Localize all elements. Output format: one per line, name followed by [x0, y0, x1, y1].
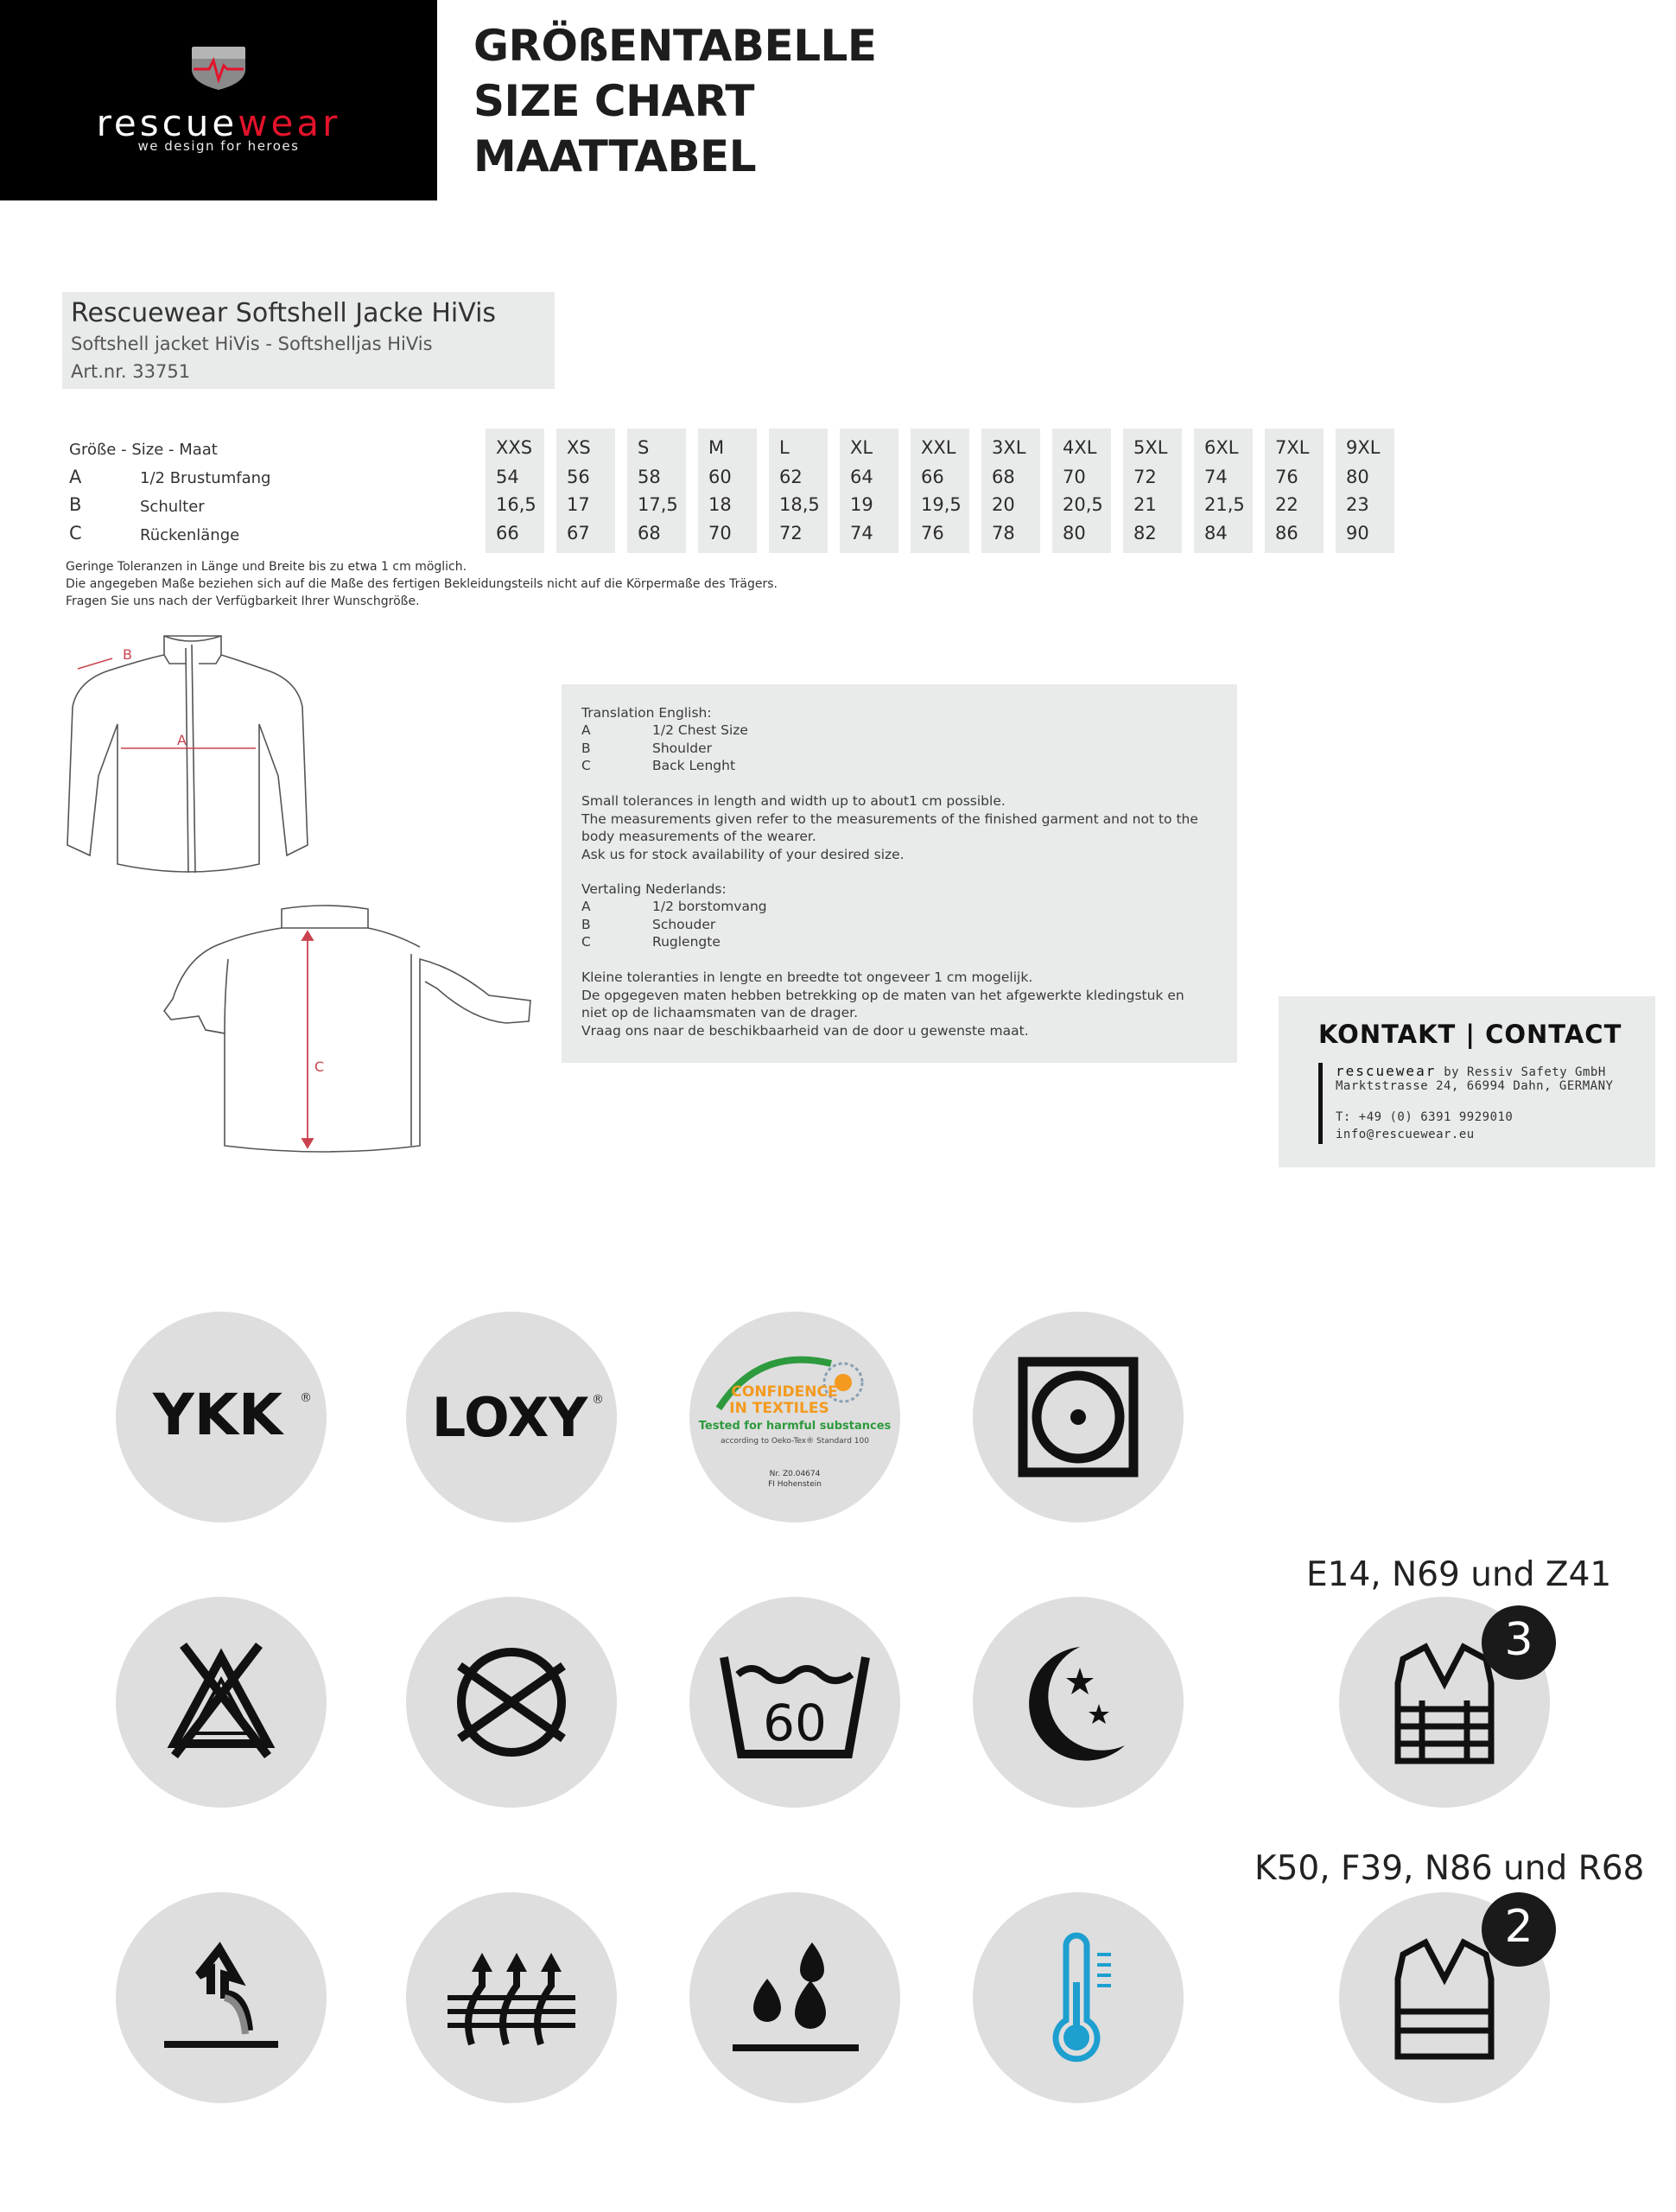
svg-text:60: 60 — [763, 1694, 827, 1752]
en-row-label: 1/2 Chest Size — [652, 722, 748, 738]
jacket-back-diagram — [161, 899, 534, 1158]
vest-class-badge-2-text: 2 — [1504, 1901, 1533, 1953]
en-title: Translation English: — [581, 705, 712, 721]
contact-accent-bar — [1318, 1063, 1323, 1144]
size-cell: 18,5 — [779, 494, 820, 515]
nl-title: Vertaling Nederlands: — [581, 881, 727, 897]
en-note: Ask us for stock availability of your desired size. — [581, 846, 905, 862]
logo-block — [0, 0, 437, 200]
en-note: Small tolerances in length and width up to about1 cm possible. — [581, 793, 1006, 809]
size-cell: 58 — [638, 467, 661, 487]
svg-text:®: ® — [592, 1393, 604, 1407]
size-cell: 21,5 — [1204, 494, 1245, 515]
size-cell: 62 — [779, 467, 803, 487]
svg-text:LOXY: LOXY — [431, 1386, 588, 1449]
note-de-3: Fragen Sie uns nach der Verfügbarkeit Ihrer Wunschgröße. — [66, 594, 420, 608]
size-header: 5XL — [1133, 437, 1168, 458]
contact-email: info@rescuewear.eu — [1336, 1128, 1475, 1141]
size-cell: 66 — [921, 467, 944, 487]
nl-note: Kleine toleranties in lengte en breedte tot ongeveer 1 cm mogelijk. — [581, 969, 1033, 985]
jacket-front-diagram — [60, 629, 311, 880]
diagram-label-b: B — [123, 646, 132, 663]
size-cell: 80 — [1063, 523, 1086, 543]
size-header: S — [638, 437, 650, 458]
note-de-1: Geringe Toleranzen in Länge und Breite bis zu etwa 1 cm möglich. — [66, 560, 467, 574]
size-header: M — [708, 437, 725, 458]
size-cell: 76 — [1275, 467, 1298, 487]
title-nl: MAATTABEL — [473, 131, 757, 181]
nl-row-key: C — [581, 934, 591, 950]
loxy-logo-icon — [406, 1312, 617, 1522]
diagram-label-c: C — [314, 1058, 325, 1075]
svg-text:IN TEXTILES: IN TEXTILES — [729, 1400, 829, 1417]
svg-text:YKK: YKK — [152, 1382, 283, 1448]
note-de-2: Die angegeben Maße beziehen sich auf die Maße des fertigen Bekleidungsteils nicht auf die Körpermaße des Trägers. — [66, 577, 778, 591]
row-key-a: A — [69, 467, 82, 487]
size-cell: 18 — [708, 494, 732, 515]
brand-wordmark: rescuewear — [96, 102, 341, 144]
svg-text:FI Hohenstein: FI Hohenstein — [768, 1480, 822, 1489]
contact-title: KONTAKT | CONTACT — [1318, 1020, 1622, 1049]
size-header: 3XL — [992, 437, 1026, 458]
en-note: The measurements given refer to the measurements of the finished garment and not to the — [581, 810, 1198, 827]
size-cell: 21 — [1133, 494, 1157, 515]
nl-note: De opgegeven maten hebben betrekking op de maten van het afgewerkte kledingstuk en — [581, 987, 1184, 1003]
size-header: 7XL — [1275, 437, 1310, 458]
size-cell: 64 — [850, 467, 873, 487]
svg-text:CONFIDENCE: CONFIDENCE — [731, 1383, 838, 1401]
nl-note: Vraag ons naar de beschikbaarheid van de door u gewenste maat. — [581, 1022, 1029, 1039]
nl-row-label: Schouder — [652, 916, 716, 932]
nl-row-key: B — [581, 916, 591, 932]
product-article: Art.nr. 33751 — [71, 361, 191, 382]
size-header-label: Größe - Size - Maat — [69, 441, 218, 459]
waterproof-icon — [689, 1892, 900, 2103]
size-cell: 80 — [1346, 467, 1369, 487]
row-key-c: C — [69, 523, 82, 543]
size-header: XL — [850, 437, 873, 458]
thermal-icon — [973, 1892, 1184, 2103]
row-label-c: Rückenlänge — [140, 526, 240, 544]
size-cell: 84 — [1204, 523, 1228, 543]
size-header: XXL — [921, 437, 956, 458]
svg-text:®: ® — [300, 1391, 312, 1405]
nl-row-label: 1/2 borstomvang — [652, 899, 767, 914]
en-row-key: C — [581, 758, 591, 773]
ykk-logo-icon — [116, 1312, 327, 1522]
size-header: L — [779, 437, 790, 458]
size-cell: 76 — [921, 523, 944, 543]
wash-60-icon — [689, 1597, 900, 1808]
size-cell: 22 — [1275, 494, 1298, 515]
size-cell: 54 — [496, 467, 519, 487]
size-cell: 60 — [708, 467, 732, 487]
night-visibility-icon — [973, 1597, 1184, 1808]
size-cell: 23 — [1346, 494, 1369, 515]
vest-label-class3: E14, N69 und Z41 — [1306, 1555, 1612, 1594]
nl-row-label: Ruglengte — [652, 934, 721, 950]
windproof-icon — [116, 1892, 327, 2103]
size-cell: 72 — [779, 523, 803, 543]
size-header: 4XL — [1063, 437, 1097, 458]
size-cell: 19,5 — [921, 494, 962, 515]
size-header: 6XL — [1204, 437, 1239, 458]
size-cell: 90 — [1346, 523, 1369, 543]
size-cell: 20 — [992, 494, 1015, 515]
title-de: GRÖßENTABELLE — [473, 21, 877, 71]
contact-phone: T: +49 (0) 6391 9929010 — [1336, 1110, 1514, 1124]
brand-tagline: we design for heroes — [137, 138, 300, 154]
size-cell: 82 — [1133, 523, 1157, 543]
contact-address: Marktstrasse 24, 66994 Dahn, GERMANY — [1336, 1079, 1614, 1093]
vest-label-class2: K50, F39, N86 und R68 — [1254, 1849, 1645, 1888]
size-cell: 16,5 — [496, 494, 536, 515]
size-cell: 67 — [567, 523, 590, 543]
logo-shield-icon — [188, 43, 249, 92]
size-cell: 17,5 — [638, 494, 678, 515]
tumble-dry-icon — [973, 1312, 1184, 1522]
size-cell: 68 — [638, 523, 661, 543]
size-cell: 70 — [708, 523, 732, 543]
title-en: SIZE CHART — [473, 76, 755, 126]
no-dry-clean-icon — [406, 1597, 617, 1808]
diagram-label-a: A — [177, 732, 187, 748]
vest-class-badge-3-text: 3 — [1504, 1614, 1533, 1666]
en-note: body measurements of the wearer. — [581, 829, 816, 844]
size-cell: 70 — [1063, 467, 1086, 487]
size-cell: 20,5 — [1063, 494, 1103, 515]
size-cell: 74 — [850, 523, 873, 543]
size-cell: 72 — [1133, 467, 1157, 487]
row-label-a: 1/2 Brustumfang — [140, 469, 271, 487]
product-subtitle: Softshell jacket HiVis - Softshelljas HiVis — [71, 334, 433, 354]
en-row-key: B — [581, 740, 591, 756]
size-cell: 86 — [1275, 523, 1298, 543]
svg-text:Nr. Z0.04674: Nr. Z0.04674 — [769, 1470, 821, 1478]
row-key-b: B — [69, 494, 82, 515]
size-cell: 78 — [992, 523, 1015, 543]
row-label-b: Schulter — [140, 498, 205, 516]
size-cell: 56 — [567, 467, 590, 487]
size-header: XXS — [496, 437, 533, 458]
size-cell: 74 — [1204, 467, 1228, 487]
nl-row-key: A — [581, 899, 591, 914]
en-row-key: A — [581, 722, 591, 738]
en-row-label: Back Lenght — [652, 758, 736, 773]
svg-text:according to Oeko-Tex® Standar: according to Oeko-Tex® Standard 100 — [721, 1437, 869, 1446]
size-cell: 66 — [496, 523, 519, 543]
no-bleach-icon — [116, 1597, 327, 1808]
size-header: 9XL — [1346, 437, 1381, 458]
svg-text:Tested for harmful substances: Tested for harmful substances — [698, 1420, 892, 1433]
nl-note: niet op de lichaamsmaten van de drager. — [581, 1005, 858, 1020]
size-cell: 17 — [567, 494, 590, 515]
product-name: Rescuewear Softshell Jacke HiVis — [71, 298, 497, 328]
size-cell: 68 — [992, 467, 1015, 487]
size-cell: 19 — [850, 494, 873, 515]
en-row-label: Shoulder — [652, 740, 713, 756]
contact-company: rescuewear by Ressiv Safety GmbH — [1336, 1063, 1606, 1079]
breathable-icon — [406, 1892, 617, 2103]
oekotex-icon — [689, 1312, 900, 1522]
size-header: XS — [567, 437, 591, 458]
